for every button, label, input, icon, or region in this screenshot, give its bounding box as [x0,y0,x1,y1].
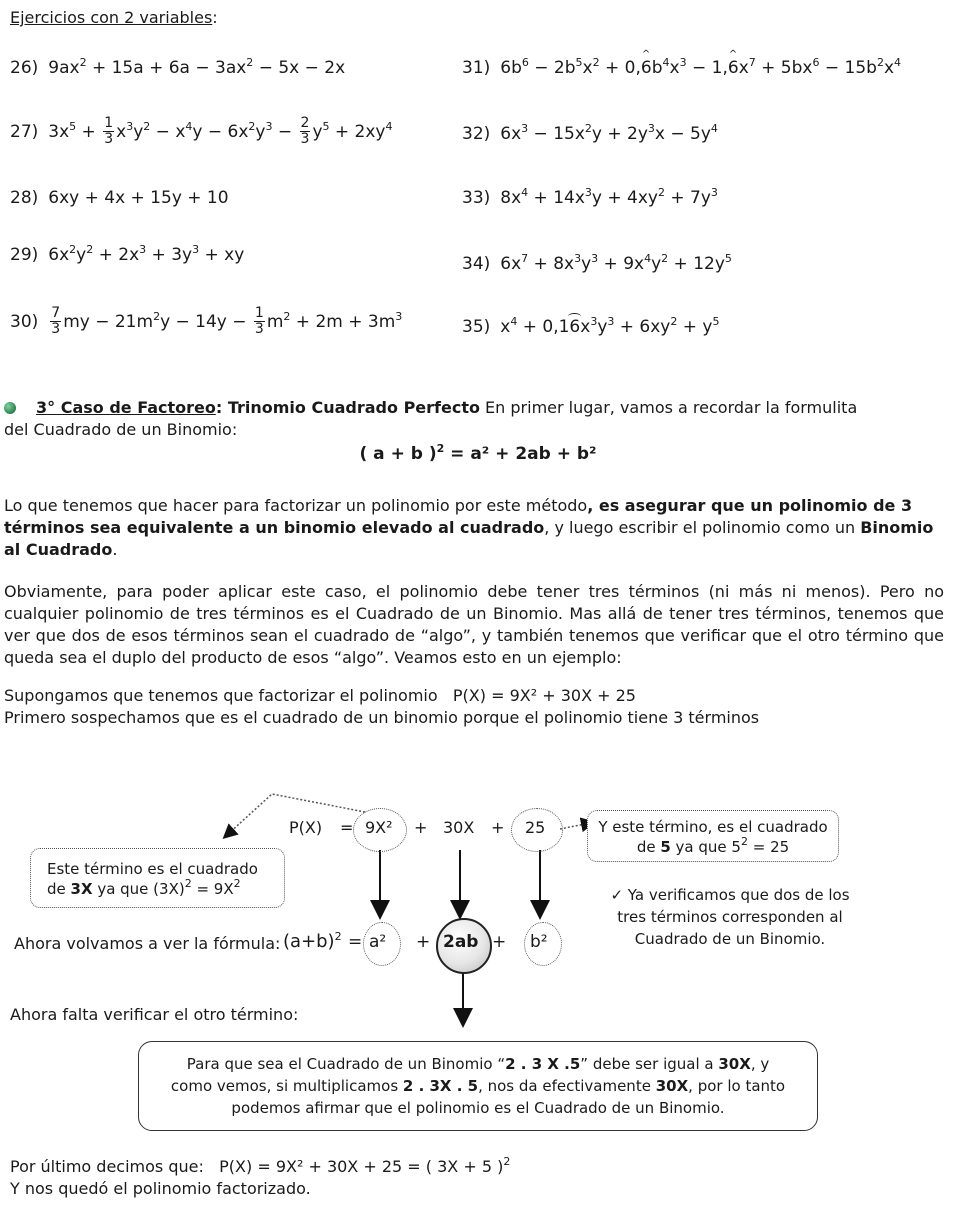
exercise-number: 27) [10,121,39,142]
check-note-line1 [585,884,875,906]
conclusion-line2: Y nos quedó el polinomio factorizado. [10,1179,311,1198]
check-note-line2: tres términos corresponden al [617,908,843,926]
formula-rhs: = a² + 2ab + b² [444,444,597,464]
exercise-expression: $9ax^2 + 15a + 6a - 3ax^2 - 5x - 2x$ [48,56,346,78]
case-colon: : [215,398,223,417]
binomial-formula: ( a + b )$^2$ = a² + 2ab + b² [359,442,597,464]
right-note-line1: Y este término, es el cuadrado [598,818,828,836]
intro-text: En primer lugar, vamos a recordar la formulita [479,398,858,417]
verify-line1 [139,1053,817,1075]
right-note-line2 [588,837,838,857]
v2-mid: , nos da efectivamente [478,1077,656,1095]
right-note-box [587,810,839,862]
diagram-term3: 25 [525,818,546,837]
exercise-expression: $3x^5$ + $\frac{1}{3}$ $x^3y^2 - x^4y - 6x^2y^3$ − $\frac{2}{3}$ $y^5 + 2xy^4$ [48,115,393,147]
verify-box [138,1041,818,1131]
intro-line2: del Cuadrado de un Binomio: [4,420,238,439]
check-l1: Ya verificamos que dos de los [623,886,850,904]
v2-bold2: 30X [655,1077,689,1095]
formula-eq: = [348,932,363,952]
fl-sup: 2 [334,930,342,943]
verify-line2 [139,1075,817,1097]
diagram-term1: 9X² [365,818,393,837]
left-note-line2 [31,879,284,899]
exercise-number: 28) [10,188,39,208]
exercise-expression: $8x^4 + 14x^3y + 4xy^2 + 7y^3$ [500,186,718,208]
exercise-number: 31) [462,58,491,78]
rn-bold: 5 [660,838,671,856]
formula-lhs-diagram [283,931,342,952]
formula-a2: a² [369,932,387,952]
ln-sup: 2 [184,877,192,890]
diagram-plus-2: + [491,818,505,837]
diagram-plus-1: + [414,818,428,837]
conclusion-formula: P(X) = 9X² + 30X + 25 = ( 3X + 5 ) [219,1157,504,1176]
p1-bold1: , es asegurar que un polinomio de 3 términos sea equivalente a un binomio elevado al cuadrado [4,496,913,537]
exercise-number: 35) [462,317,491,337]
formula-b2: b² [530,932,548,952]
exercise-number: 34) [462,254,491,274]
p1-part2: , y luego escribir el polinomio como un [544,518,861,537]
rn-pre: de [636,838,661,856]
exercises-heading-text: Ejercicios con 2 variables [10,8,213,27]
exercise-expression: $\frac{7}{3}$ my − $21m^2y - 14y$ − $\frac{1}{3}$ $m^2 + 2m + 3m^3$ [51,305,403,337]
diagram-equals: = [340,818,354,837]
p1-part1: Lo que tenemos que hacer para factorizar un polinomio por este método [4,496,588,515]
exercise-number: 33) [462,188,491,208]
rn-sup: 2 [740,835,748,848]
heading-colon: : [212,8,218,27]
ln-end: = 9X [191,880,234,898]
exercise-expression: $6x^3 - 15x^2y + 2y^3x - 5y^4$ [500,122,718,144]
rn-end: = 25 [747,838,790,856]
left-note-line1: Este término es el cuadrado [47,860,258,878]
formula-plus-2: + [492,932,507,952]
formula-2ab: 2ab [443,932,479,952]
v2-pre: como vemos, si multiplicamos [170,1077,403,1095]
formula-lhs: ( a + b ) [359,444,437,464]
p1-part3: . [112,540,118,559]
ln-bold: 3X [70,880,93,898]
ln-pre: de [47,880,71,898]
verify-label: Ahora falta verificar el otro término: [10,1005,299,1024]
check-icon: ✓ [610,886,624,904]
conclusion-pre: Por último decimos que: [10,1157,204,1176]
v2-bold: 2 . 3X . 5 [402,1077,479,1095]
case-title: 3° Caso de Factoreo [36,398,216,417]
method-name: Trinomio Cuadrado Perfecto [227,398,480,417]
v1-mid: ” debe ser igual a [580,1055,719,1073]
v1-end: , y [750,1055,770,1073]
v1-pre: Para que sea el Cuadrado de un Binomio “ [186,1055,506,1073]
example-line2: Primero sospechamos que es el cuadrado de un binomio porque el polinomio tiene 3 términos [4,708,760,727]
check-note-line3: Cuadrado de un Binomio. [634,930,826,948]
formula-label: Ahora volvamos a ver la fórmula: [14,934,281,953]
exercise-expression: $6b^6 - 2b^5x^2$ + 0,^ $6b^4x^3$ − 1,^ $6x^7 + 5bx^6 - 15b^2x^4$ [500,58,901,78]
left-note-box [30,848,285,908]
pointer-right-arrow [560,823,590,829]
diagram-term2: 30X [443,818,475,837]
example-text: Supongamos que tenemos que factorizar el polinomio [4,686,438,705]
p1-bold2: Binomio al Cuadrado [4,518,934,559]
v2-end: , por lo tanto [688,1077,786,1095]
diagram-px: P(X) [289,818,323,837]
exercise-expression: $x^4 + 0,16x^3y^3 + 6xy^2 + y^5$ [500,315,720,337]
exercise-expression: $6x^2y^2 + 2x^3 + 3y^3$ + xy [48,243,245,265]
example-polynomial: P(X) = 9X² + 30X + 25 [452,686,636,705]
check-note [585,884,875,950]
formula-plus-1: + [416,932,431,952]
v1-bold2: 30X [718,1055,751,1073]
fl-base: (a+b) [283,931,335,952]
verify-line3: podemos afirmar que el polinomio es el Cuadrado de un Binomio. [231,1099,725,1117]
exercise-number: 30) [10,311,39,332]
exercise-number: 26) [10,58,39,78]
ln-sup2: 2 [233,877,241,890]
conclusion-sup: 2 [503,1155,511,1168]
v1-bold: 2 . 3 X .5 [505,1055,581,1073]
rn-post: ya que 5 [670,838,741,856]
exercise-number: 32) [462,124,491,144]
conclusion-line1 [10,1157,510,1176]
ln-post: ya que (3X) [92,880,185,898]
exercise-expression: $6x^7 + 8x^3y^3 + 9x^4y^2 + 12y^5$ [500,252,732,274]
exercise-number: 29) [10,245,39,265]
paragraph-explanation: Obviamente, para poder aplicar este caso, el polinomio debe tener tres términos (ni más ni menos). Pero no cualquier polinomio de tres términos es el Cuadrado de un Binomio. Mas allá de tener tres términos, tenemos que ver que dos de esos términos sean el cuadrado de “algo”, y también tenemos que verificar que el otro término que queda sea el duplo del producto de esos “algo”. Veamos esto en un ejemplo: [4,582,944,667]
exercise-expression: 6xy + 4x + 15y + 10 [48,188,229,208]
